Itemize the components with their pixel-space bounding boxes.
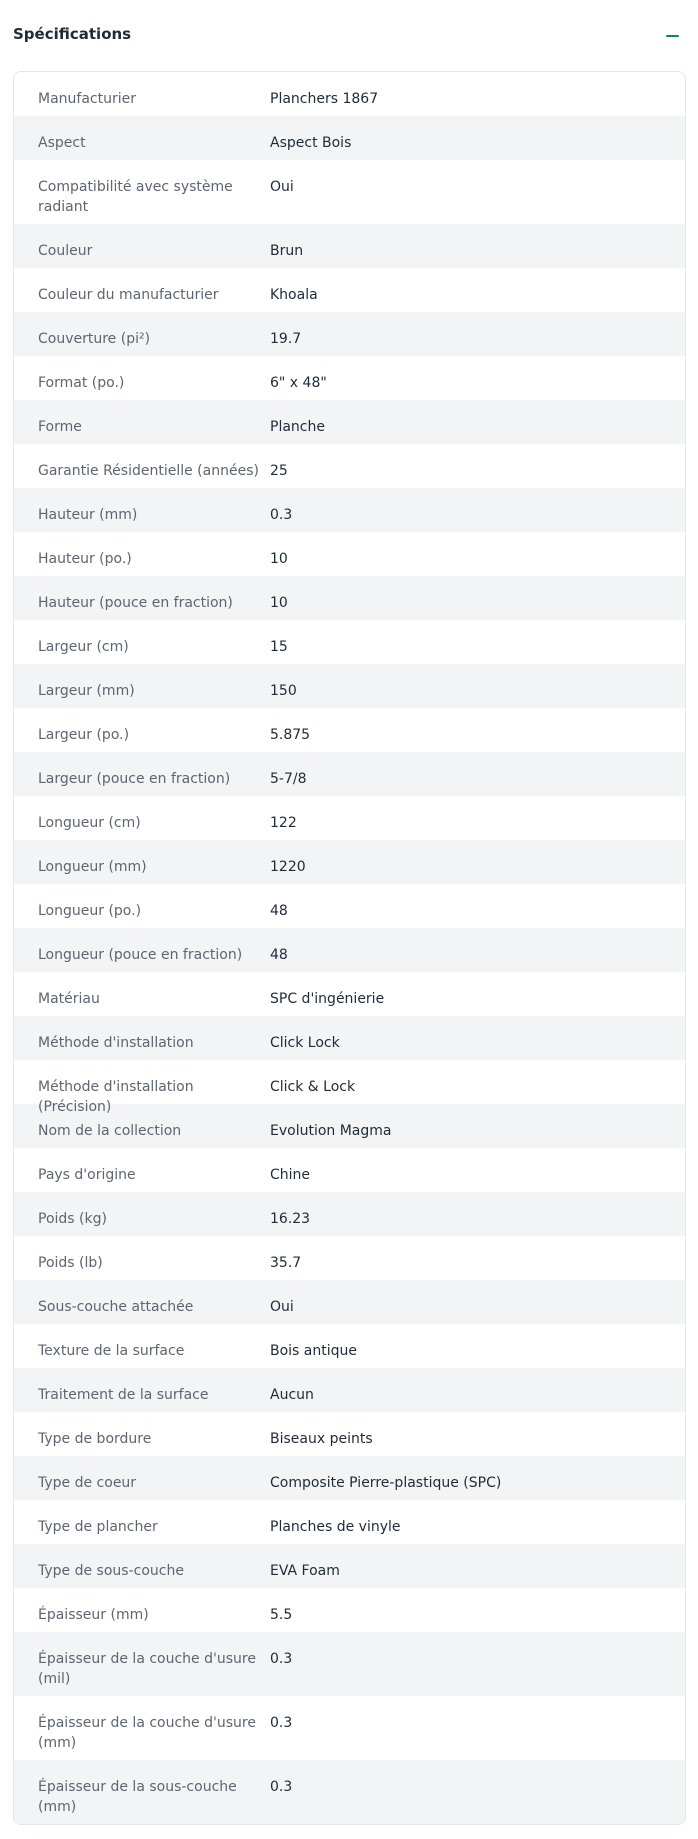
spec-label: Hauteur (mm) xyxy=(38,507,138,523)
spec-row xyxy=(14,1760,685,1824)
spec-value: 16.23 xyxy=(270,1211,311,1227)
spec-label: Largeur (po.) xyxy=(38,727,130,743)
spec-label: Largeur (cm) xyxy=(38,639,129,655)
spec-value: 0.3 xyxy=(270,1651,293,1667)
spec-label: Poids (lb) xyxy=(38,1255,103,1271)
spec-row xyxy=(14,116,685,160)
spec-label: Longueur (pouce en fraction) xyxy=(38,947,243,963)
spec-value: Aucun xyxy=(270,1387,314,1403)
section-title: Spécifications xyxy=(13,25,132,43)
spec-value: 5-7/8 xyxy=(270,771,307,787)
spec-row xyxy=(14,1060,685,1115)
spec-row xyxy=(14,312,685,356)
spec-value: 5.5 xyxy=(270,1607,293,1623)
spec-value: Oui xyxy=(270,179,294,195)
collapse-button[interactable] xyxy=(660,24,684,48)
spec-row xyxy=(14,444,685,488)
spec-label: Longueur (po.) xyxy=(38,903,142,919)
spec-label: Manufacturier xyxy=(38,91,136,107)
spec-row xyxy=(14,796,685,840)
spec-label: Longueur (mm) xyxy=(38,859,147,875)
spec-label: Épaisseur de la couche d'usure (mm) xyxy=(38,1715,256,1751)
spec-row xyxy=(14,1456,685,1500)
spec-label: Sous-couche attachée xyxy=(38,1299,194,1315)
spec-label: Largeur (mm) xyxy=(38,683,135,699)
spec-label: Couleur xyxy=(38,243,93,259)
spec-value: 10 xyxy=(270,551,288,567)
spec-row xyxy=(14,1148,685,1192)
specifications-header[interactable] xyxy=(0,0,698,70)
spec-value: Planche xyxy=(270,419,325,435)
spec-row xyxy=(14,1280,685,1324)
spec-label: Texture de la surface xyxy=(38,1343,185,1359)
spec-value: 0.3 xyxy=(270,1779,293,1795)
spec-label: Type de plancher xyxy=(38,1519,158,1535)
spec-label: Matériau xyxy=(38,991,100,1007)
spec-value: 19.7 xyxy=(270,331,302,347)
spec-value: 122 xyxy=(270,815,297,831)
spec-row xyxy=(14,488,685,532)
spec-row xyxy=(14,884,685,928)
spec-label: Traitement de la surface xyxy=(38,1387,209,1403)
spec-value: 6" x 48" xyxy=(270,375,327,391)
spec-label: Compatibilité avec système radiant xyxy=(38,179,233,215)
spec-row xyxy=(14,1632,685,1696)
spec-value: 15 xyxy=(270,639,288,655)
spec-value: 10 xyxy=(270,595,288,611)
spec-value: 0.3 xyxy=(270,507,293,523)
spec-row xyxy=(14,1696,685,1760)
spec-row xyxy=(14,1236,685,1280)
spec-value: Planches de vinyle xyxy=(270,1519,401,1535)
spec-label: Épaisseur de la sous-couche (mm) xyxy=(38,1779,237,1815)
spec-label: Longueur (cm) xyxy=(38,815,141,831)
spec-row xyxy=(14,708,685,752)
spec-value: Click & Lock xyxy=(270,1079,356,1095)
spec-label: Méthode d'installation xyxy=(38,1035,194,1051)
spec-label: Forme xyxy=(38,419,82,435)
spec-row xyxy=(14,752,685,796)
spec-row xyxy=(14,1368,685,1412)
minus-icon xyxy=(666,35,679,37)
spec-value: Chine xyxy=(270,1167,311,1183)
spec-value: Oui xyxy=(270,1299,294,1315)
spec-label: Hauteur (pouce en fraction) xyxy=(38,595,233,611)
spec-row xyxy=(14,1192,685,1236)
spec-value: EVA Foam xyxy=(270,1563,340,1579)
spec-label: Aspect xyxy=(38,135,86,151)
spec-row xyxy=(14,268,685,312)
spec-label: Poids (kg) xyxy=(38,1211,107,1227)
spec-label: Largeur (pouce en fraction) xyxy=(38,771,231,787)
spec-value: Khoala xyxy=(270,287,318,303)
spec-label: Méthode d'installation (Précision) xyxy=(38,1079,194,1115)
spec-label: Couverture (pi²) xyxy=(38,331,151,347)
spec-value: 0.3 xyxy=(270,1715,293,1731)
spec-label: Garantie Résidentielle (années) xyxy=(38,463,259,479)
spec-row xyxy=(14,1544,685,1588)
spec-label: Format (po.) xyxy=(38,375,125,391)
spec-label: Type de coeur xyxy=(38,1475,137,1491)
spec-value: 150 xyxy=(270,683,297,699)
spec-row xyxy=(14,620,685,664)
spec-row xyxy=(14,840,685,884)
spec-row xyxy=(14,400,685,444)
spec-label: Épaisseur de la couche d'usure (mil) xyxy=(38,1651,256,1687)
spec-value: Aspect Bois xyxy=(270,135,352,151)
spec-row xyxy=(14,1016,685,1060)
spec-row xyxy=(14,1500,685,1544)
spec-value: Composite Pierre-plastique (SPC) xyxy=(270,1475,502,1491)
spec-row xyxy=(14,1324,685,1368)
spec-row xyxy=(14,532,685,576)
spec-row xyxy=(14,972,685,1016)
spec-row xyxy=(14,72,685,116)
spec-value: 1220 xyxy=(270,859,306,875)
specifications-table xyxy=(13,71,686,1825)
spec-value: 35.7 xyxy=(270,1255,302,1271)
spec-label: Type de sous-couche xyxy=(38,1563,184,1579)
spec-value: Brun xyxy=(270,243,304,259)
spec-label: Pays d'origine xyxy=(38,1167,136,1183)
spec-value: SPC d'ingénierie xyxy=(270,991,385,1007)
spec-value: 48 xyxy=(270,947,288,963)
spec-value: Click Lock xyxy=(270,1035,340,1051)
spec-row xyxy=(14,356,685,400)
spec-value: Evolution Magma xyxy=(270,1123,392,1139)
spec-row xyxy=(14,576,685,620)
spec-value: Planchers 1867 xyxy=(270,91,379,107)
spec-value: 5.875 xyxy=(270,727,311,743)
spec-label: Type de bordure xyxy=(38,1431,152,1447)
spec-label: Nom de la collection xyxy=(38,1123,182,1139)
spec-label: Épaisseur (mm) xyxy=(38,1607,149,1623)
spec-row xyxy=(14,160,685,224)
spec-row xyxy=(14,224,685,268)
spec-value: Biseaux peints xyxy=(270,1431,373,1447)
spec-row xyxy=(14,1412,685,1456)
spec-label: Hauteur (po.) xyxy=(38,551,132,567)
spec-row xyxy=(14,928,685,972)
spec-label: Couleur du manufacturier xyxy=(38,287,219,303)
spec-value: 25 xyxy=(270,463,288,479)
spec-value: Bois antique xyxy=(270,1343,358,1359)
spec-row xyxy=(14,664,685,708)
spec-value: 48 xyxy=(270,903,288,919)
spec-row xyxy=(14,1588,685,1632)
